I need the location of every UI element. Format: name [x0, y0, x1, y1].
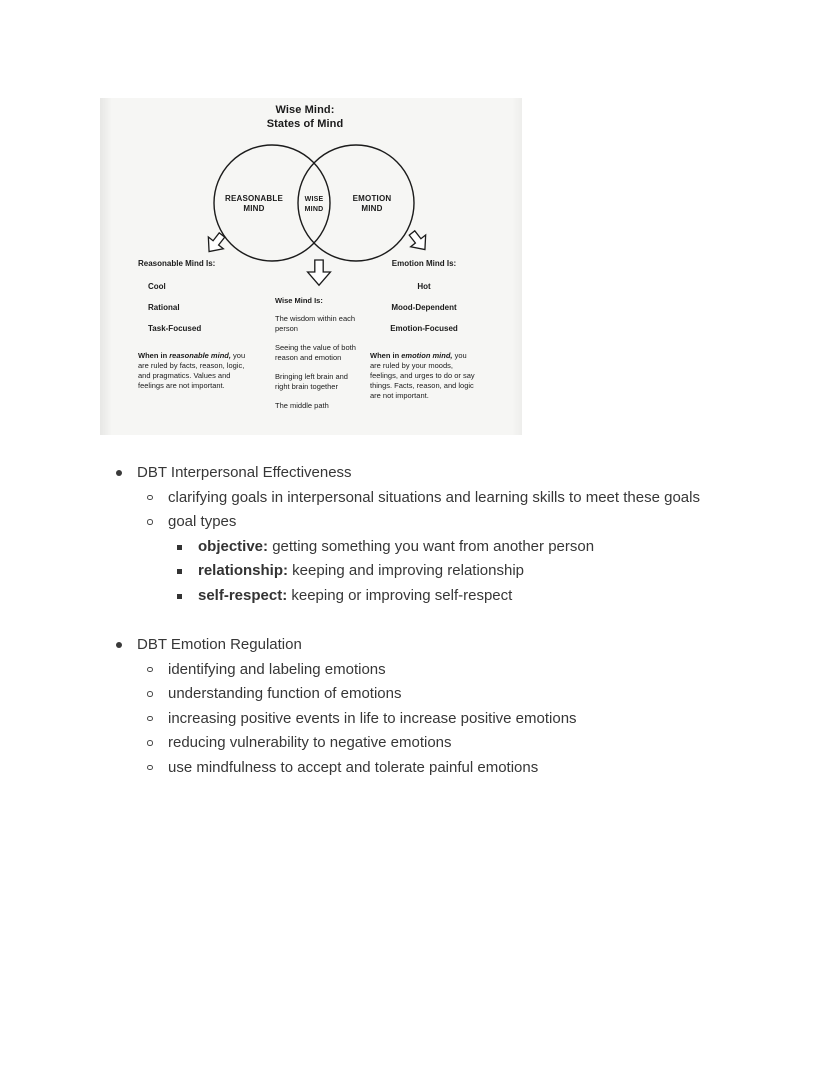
note-text: use mindfulness to accept and tolerate painful emotions — [168, 758, 539, 776]
list-item-clarifying-goals[interactable] — [147, 486, 722, 511]
wise-mind-column — [275, 296, 361, 420]
goal-term: relationship: — [198, 562, 289, 579]
emotion-mind-paragraph — [370, 351, 478, 401]
square-bullet-icon — [177, 584, 198, 599]
list-item-goal-relationship[interactable] — [177, 559, 722, 584]
emotion-mind-list — [370, 259, 478, 334]
list-item-use-mindfulness[interactable] — [147, 756, 722, 781]
wise-mind-figure[interactable] — [100, 98, 522, 435]
note-text: DBT Emotion Regulation — [137, 636, 302, 653]
wise-item: Bringing left brain and right brain together — [275, 372, 348, 391]
figure-title-line2: States of Mind — [266, 118, 344, 130]
paragraph-italic: emotion mind, — [401, 351, 453, 360]
wise-mind-label: WISE — [304, 196, 324, 203]
reasonable-mind-paragraph — [138, 351, 258, 391]
wise-mind-heading: Wise Mind Is: — [275, 296, 323, 305]
notes-body — [100, 461, 722, 780]
down-arrow-icon — [308, 260, 331, 285]
reasonable-mind-label-line2: MIND — [243, 204, 265, 213]
emotion-item: Emotion-Focused — [390, 324, 458, 333]
list-item-goal-self-respect[interactable] — [177, 584, 722, 609]
emotion-mind-label-line2: MIND — [361, 204, 383, 213]
list-item-increasing-positive-events[interactable] — [147, 707, 722, 732]
reasonable-item: Cool — [148, 282, 166, 291]
paragraph-bold: When in — [138, 351, 170, 360]
down-right-arrow-icon — [405, 227, 433, 255]
disc-bullet-icon — [116, 633, 137, 648]
note-text: understanding function of emotions — [168, 685, 402, 702]
square-bullet-icon — [177, 559, 198, 574]
square-bullet-icon — [177, 535, 198, 550]
wise-item: Seeing the value of both reason and emotion — [275, 343, 356, 362]
note-text: reducing vulnerability to negative emotions — [168, 734, 452, 751]
note-text: clarifying goals in interpersonal situations and learning skills to meet these goals — [168, 488, 700, 506]
paragraph-italic: reasonable mind, — [169, 351, 231, 360]
figure-title-line1: Wise Mind: — [275, 104, 335, 116]
emotion-item: Hot — [417, 282, 431, 291]
circle-bullet-icon — [147, 707, 168, 722]
emotion-mind-heading: Emotion Mind Is: — [391, 259, 457, 268]
emotion-item: Mood-Dependent — [391, 303, 457, 312]
goal-definition: getting something you want from another person — [268, 537, 595, 555]
list-item-identifying-emotions[interactable] — [147, 658, 722, 683]
paragraph-bold: When in — [370, 351, 402, 360]
list-item-reducing-vulnerability[interactable] — [147, 731, 722, 756]
list-item-interpersonal-title[interactable] — [116, 461, 722, 486]
wise-mind-label-line2: MIND — [304, 206, 324, 213]
reasonable-mind-heading: Reasonable Mind Is: — [138, 259, 216, 268]
reasonable-mind-label: REASONABLE — [224, 194, 284, 203]
note-text: DBT Interpersonal Effectiveness — [137, 464, 352, 481]
emotion-mind-circle — [298, 145, 414, 261]
paragraph-rest: you are ruled by facts, reason, logic, and pragmatics. Values and feelings are not important. — [138, 351, 246, 390]
reasonable-mind-circle — [214, 145, 330, 261]
circle-bullet-icon — [147, 731, 168, 746]
note-text: increasing positive events in life to increase positive emotions — [168, 709, 577, 727]
list-item-goal-objective[interactable] — [177, 535, 722, 560]
circle-bullet-icon — [147, 658, 168, 673]
reasonable-item: Task-Focused — [148, 324, 202, 333]
note-text — [198, 535, 722, 560]
wise-item: The middle path — [275, 401, 329, 410]
circle-bullet-icon — [147, 486, 168, 501]
note-text: goal types — [168, 513, 237, 530]
disc-bullet-icon — [116, 461, 137, 476]
goal-definition: keeping or improving self-respect — [287, 586, 513, 604]
reasonable-item: Rational — [148, 303, 180, 312]
emotion-mind-column — [370, 259, 478, 401]
goal-term: objective: — [198, 537, 269, 555]
goal-term: self-respect: — [198, 586, 288, 604]
down-left-arrow-icon — [202, 229, 230, 257]
list-item-understanding-function[interactable] — [147, 682, 722, 707]
note-text — [198, 584, 722, 609]
list-item-emotion-regulation-title[interactable] — [116, 633, 722, 658]
goal-definition: keeping and improving relationship — [288, 562, 524, 579]
reasonable-mind-column — [138, 259, 258, 391]
wise-item: The wisdom within each person — [275, 314, 356, 333]
paragraph-rest: you are ruled by your moods, feelings, and urges to do or say things. Facts, reason, and logic are not important. — [370, 351, 475, 400]
circle-bullet-icon — [147, 682, 168, 697]
circle-bullet-icon — [147, 510, 168, 525]
note-text: identifying and labeling emotions — [168, 660, 386, 678]
list-item-goal-types[interactable] — [147, 510, 722, 535]
note-text — [198, 559, 722, 584]
circle-bullet-icon — [147, 756, 168, 771]
figure-title — [100, 103, 510, 131]
emotion-mind-label: EMOTION — [352, 194, 392, 203]
